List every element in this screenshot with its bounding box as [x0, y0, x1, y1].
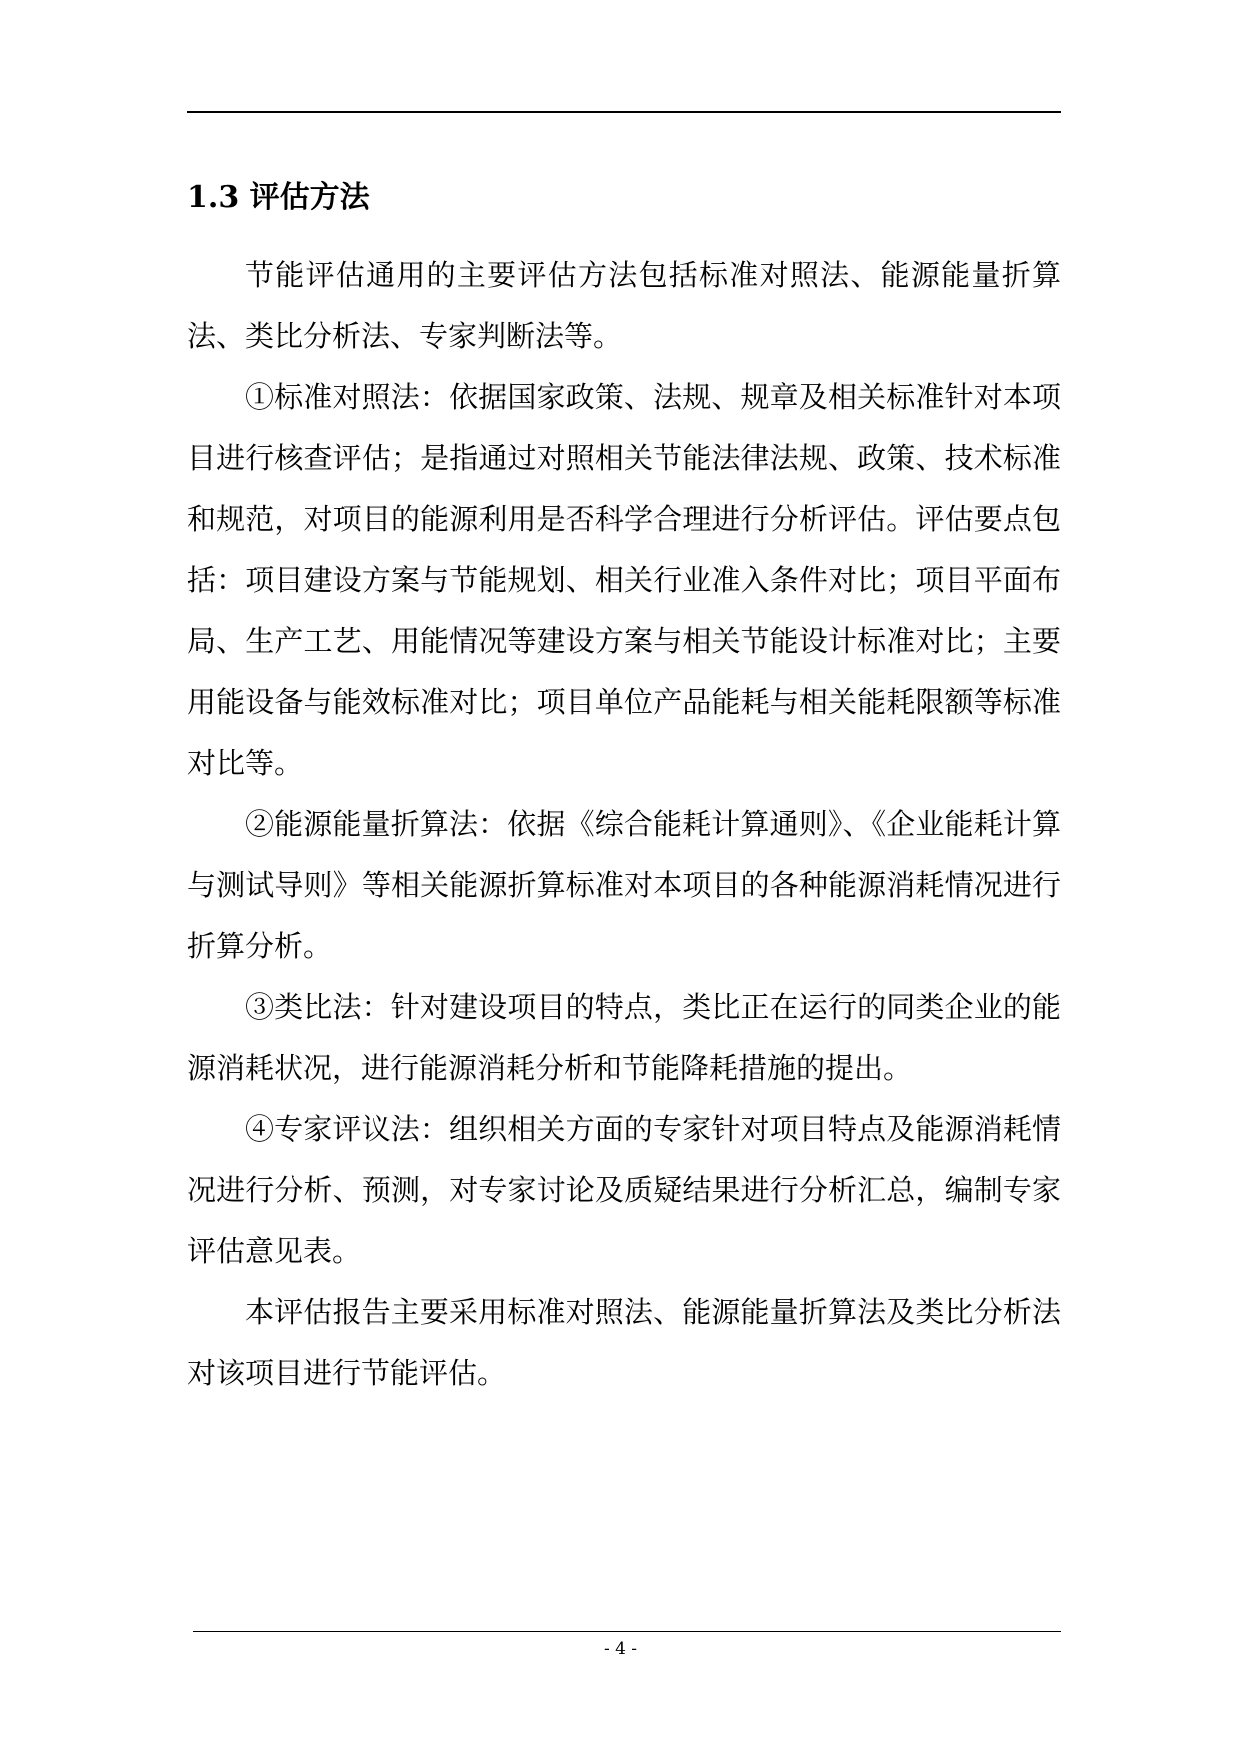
body-text — [187, 245, 1061, 1404]
paragraph-expert-review: ④专家评议法：组织相关方面的专家针对项目特点及能源消耗情况进行分析、预测，对专家讨论及质疑结果进行分析汇总，编制专家评估意见表。 — [187, 1112, 1061, 1268]
paragraph-standard-comparison: ①标准对照法：依据国家政策、法规、规章及相关标准针对本项目进行核查评估；是指通过对照相关节能法律法规、政策、技术标准和规范，对项目的能源利用是否科学合理进行分析评估。评估要点包括：项目建设方案与节能规划、相关行业准入条件对比；项目平面布局、生产工艺、用能情况等建设方案与相关节能设计标准对比；主要用能设备与能效标准对比；项目单位产品能耗与相关能耗限额等标准对比等。 — [187, 380, 1061, 780]
page-number: - 4 - — [603, 1639, 638, 1659]
paragraph-energy-conversion: ②能源能量折算法：依据《综合能耗计算通则》、《企业能耗计算与测试导则》等相关能源折算标准对本项目的各种能源消耗情况进行折算分析。 — [187, 807, 1061, 963]
paragraph-analogy: ③类比法：针对建设项目的特点，类比正在运行的同类企业的能源消耗状况，进行能源消耗分析和节能降耗措施的提出。 — [187, 990, 1061, 1085]
section-heading: 1.3 评估方法 — [187, 180, 370, 215]
paragraph-conclusion: 本评估报告主要采用标准对照法、能源能量折算法及类比分析法对该项目进行节能评估。 — [187, 1295, 1061, 1390]
paragraph-intro: 节能评估通用的主要评估方法包括标准对照法、能源能量折算法、类比分析法、专家判断法等。 — [187, 258, 1061, 353]
header-rule — [187, 111, 1061, 113]
footer-rule — [193, 1631, 1061, 1632]
